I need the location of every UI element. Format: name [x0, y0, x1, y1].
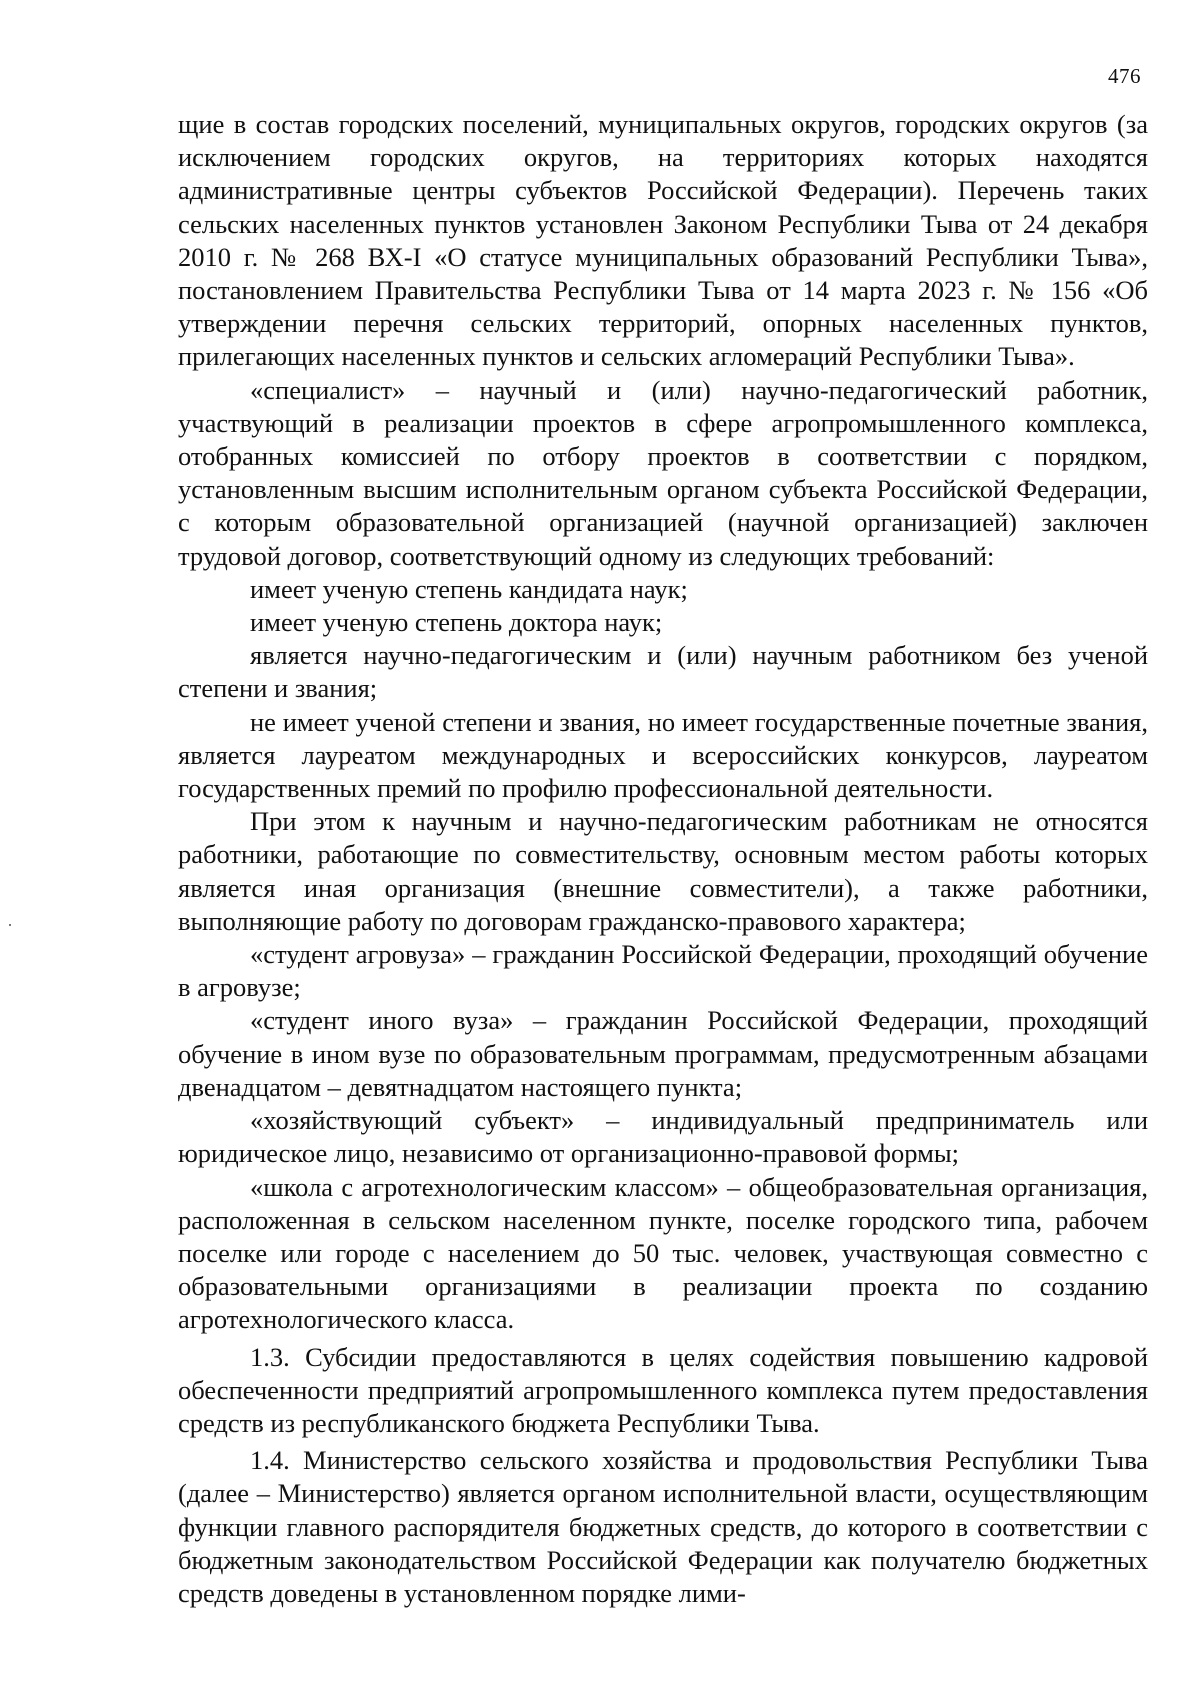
scan-speck [9, 924, 11, 926]
paragraph-continuation: щие в состав городских поселений, муниципальных округов, городских округов (за исключением городских округов, на территориях которых находятся административные центры субъектов Российской Федерации). Перечень таких сельских населенных пунктов установлен Законом Республики Тыва от 24 декабря 2010 г. № 268 ВХ-I «О статусе муниципальных образований Республики Тыва», постановлением Правительства Республики Тыва от 14 марта 2023 г. № 156 «Об утверждении перечня сельских территорий, опорных населенных пунктов, прилегающих населенных пунктов и сельских агломераций Республики Тыва». [178, 109, 1148, 372]
list-item-honorary-titles: не имеет ученой степени и звания, но имеет государственные почетные звания, является лауреатом международных и всероссийских конкурсов, лауреатом государственных премий по профилю профессиональной деятельности. [178, 706, 1148, 804]
paragraph-definition-specialist: «специалист» – научный и (или) научно-педагогический работник, участвующий в реализации проектов в сфере агропромышленного комплекса, отобранных комиссией по отбору проектов в соответствии с порядком, установленным высшим исполнительным органом субъекта Российской Федерации, с которым образовательной организацией (научной организацией) заключен трудовой договор, соответствующий одному из следующих требований: [178, 374, 1148, 571]
paragraph-definition-business-entity: «хозяйствующий субъект» – индивидуальный предприниматель или юридическое лицо, независимо от организационно-правовой формы; [178, 1105, 1148, 1169]
document-body [178, 108, 1148, 1610]
paragraph-section-1-3: 1.3. Субсидии предоставляются в целях содействия повышению кадровой обеспеченности предприятий агропромышленного комплекса путем предоставления средств из республиканского бюджета Республики Тыва. [178, 1341, 1148, 1438]
paragraph-definition-agro-school: «школа с агротехнологическим классом» – общеобразовательная организация, расположенная в сельском населенном пункте, поселке городского типа, рабочем поселке или городе с населением до 50 тыс. человек, участвующая совместно с образовательными организациями в реализации проекта по созданию агротехнологического класса. [178, 1171, 1148, 1335]
list-item-candidate-degree: имеет ученую степень кандидата наук; [250, 573, 688, 604]
paragraph-definition-agro-student: «студент агровуза» – гражданин Российской Федерации, проходящий обучение в агровузе; [178, 939, 1148, 1003]
paragraph-section-1-4: 1.4. Министерство сельского хозяйства и продовольствия Республики Тыва (далее – Министерство) является органом исполнительной власти, осуществляющим функции главного распорядителя бюджетных средств, до которого в соответствии с бюджетным законодательством Российской Федерации как получателю бюджетных средств доведены в установленном порядке лими- [178, 1445, 1148, 1608]
list-item-no-degree-worker: является научно-педагогическим и (или) научным работником без ученой степени и звания; [178, 640, 1148, 704]
page-number: 476 [1108, 64, 1141, 88]
paragraph-exclusions: При этом к научным и научно-педагогическим работникам не относятся работники, работающие по совместительству, основным местом работы которых является иная организация (внешние совместители), а также работники, выполняющие работу по договорам гражданско-правового характера; [178, 806, 1148, 936]
list-item-doctor-degree: имеет ученую степень доктора наук; [250, 607, 663, 638]
paragraph-definition-other-student: «студент иного вуза» – гражданин Российской Федерации, проходящий обучение в ином вузе по образовательным программам, предусмотренным абзацами двенадцатом – девятнадцатом настоящего пункта; [178, 1005, 1148, 1102]
